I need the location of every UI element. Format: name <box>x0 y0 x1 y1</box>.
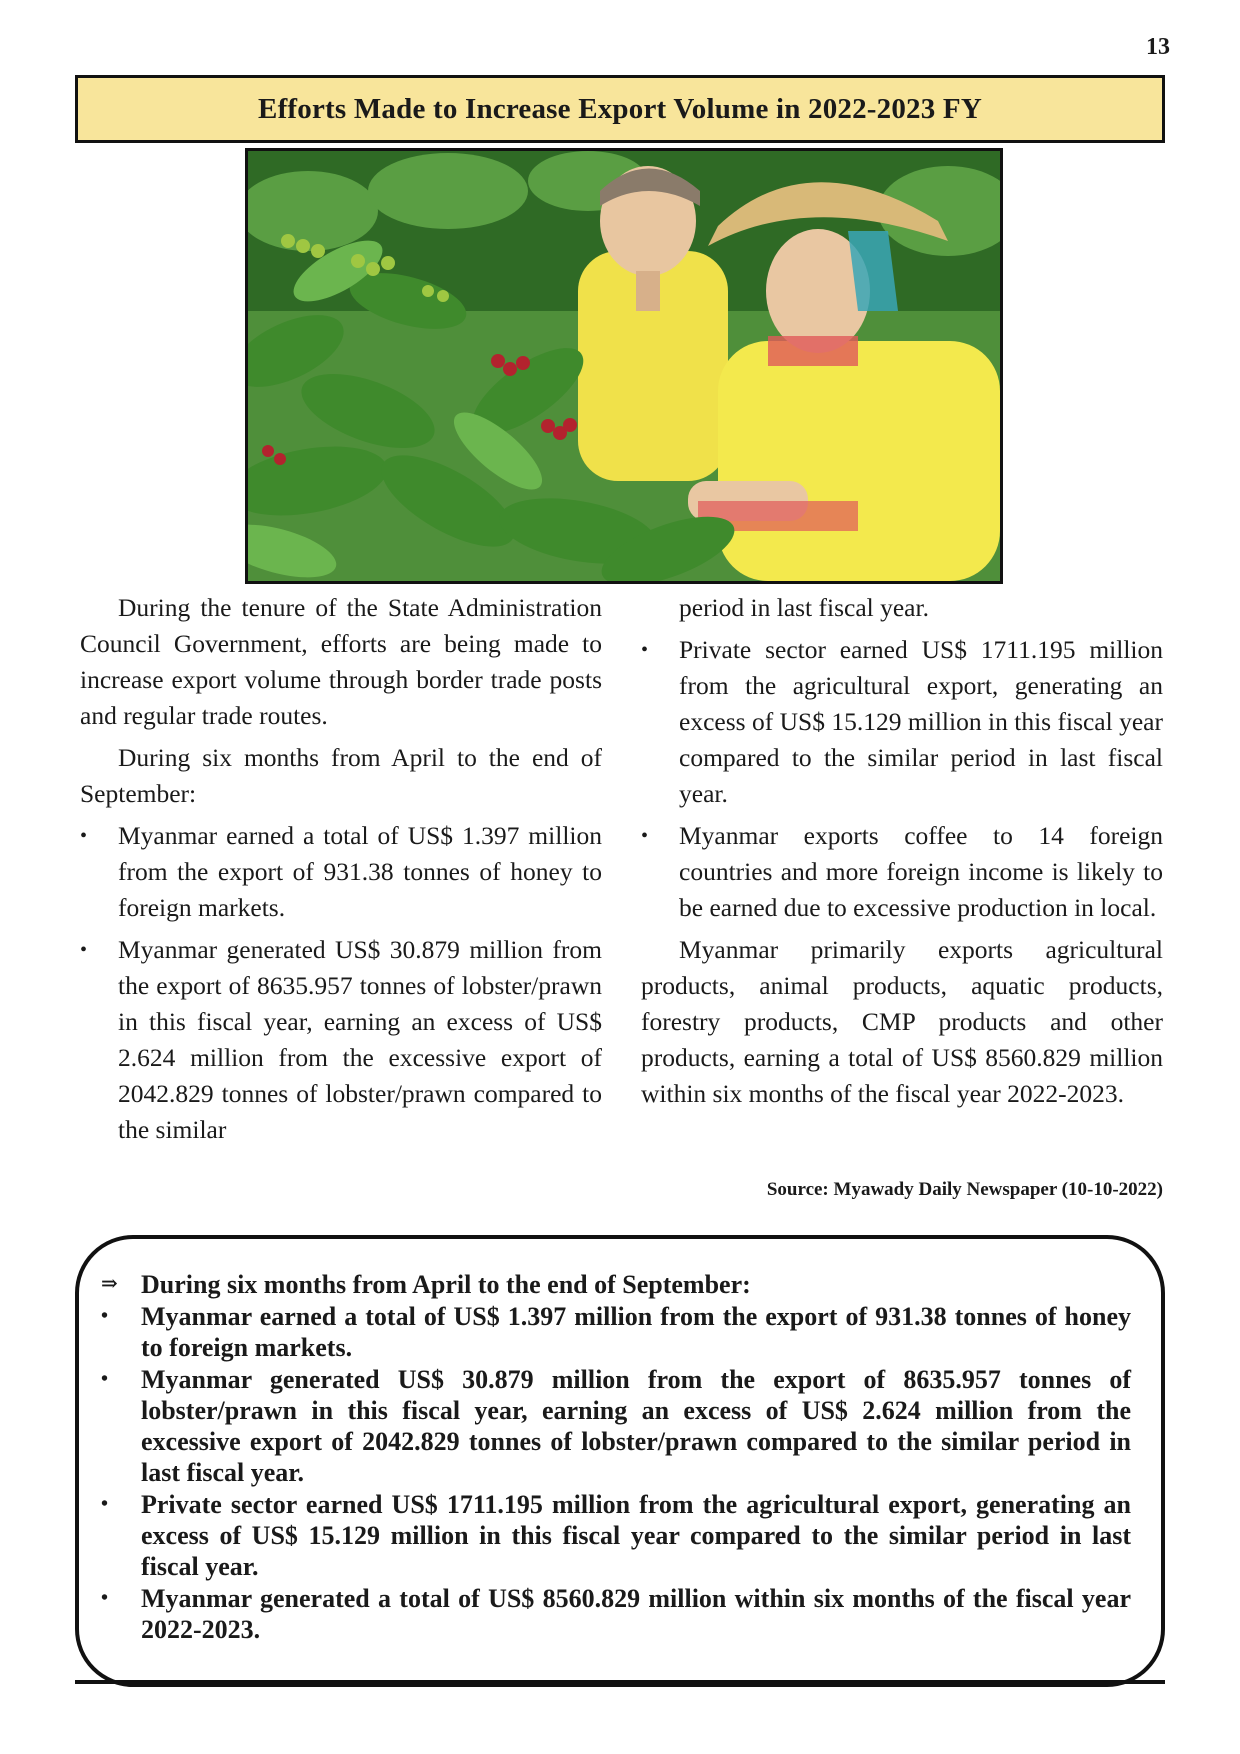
page-title: Efforts Made to Increase Export Volume in 2022-2023 FY <box>75 75 1165 143</box>
list-item <box>101 1301 1131 1363</box>
list-item-text: Myanmar exports coffee to 14 foreign countries and more foreign income is likely to be earned due to excessive production in local. <box>679 821 1163 922</box>
intro-paragraph: During the tenure of the State Administration Council Government, efforts are being made to increase export volume through border trade posts and regular trade routes. <box>80 593 602 730</box>
list-item-text: Myanmar earned a total of US$ 1.397 million from the export of 931.38 tonnes of honey to foreign markets. <box>141 1302 1131 1362</box>
bullet-icon: • <box>641 639 649 661</box>
list-item-text: Private sector earned US$ 1711.195 million from the agricultural export, generating an excess of US$ 15.129 million in this fiscal year compared to the similar period in last fiscal year. <box>141 1490 1131 1581</box>
list-item-text: Myanmar earned a total of US$ 1.397 million from the export of 931.38 tonnes of honey to foreign markets. <box>118 821 602 922</box>
arrow-icon: ⇒ <box>101 1273 118 1295</box>
page-number: 13 <box>1146 34 1170 60</box>
coffee-harvest-photo <box>245 148 1003 584</box>
bullet-icon: • <box>80 825 88 847</box>
right-bullet-list <box>641 632 1163 926</box>
bullet-icon: • <box>641 825 649 847</box>
right-column <box>641 590 1163 1118</box>
bullet-icon: • <box>80 939 88 961</box>
list-item-text: Myanmar generated a total of US$ 8560.829 million within six months of the fiscal year 2022-2023. <box>141 1584 1131 1644</box>
list-item <box>101 1489 1131 1582</box>
list-item <box>641 632 1163 812</box>
left-column <box>80 590 602 1154</box>
bottom-divider <box>75 1680 1165 1684</box>
list-item-text: Myanmar generated US$ 30.879 million from the export of 8635.957 tonnes of lobster/prawn in this fiscal year, earning an excess of US$ 2.624 million from the excessive export of 2042.829 tonnes of lobster/prawn compared to the similar period in last fiscal year. <box>141 1365 1131 1487</box>
list-item <box>80 932 602 1148</box>
bullet-icon: • <box>101 1368 109 1390</box>
left-bullet-list <box>80 818 602 1148</box>
continued-text: period in last fiscal year. <box>679 593 929 622</box>
bullet-icon: • <box>101 1493 109 1515</box>
list-item <box>101 1583 1131 1645</box>
list-item-text: Private sector earned US$ 1711.195 million from the agricultural export, generating an excess of US$ 15.129 million in this fiscal year compared to the similar period in last fiscal year. <box>679 635 1163 808</box>
list-item-text: Myanmar generated US$ 30.879 million from the export of 8635.957 tonnes of lobster/prawn in this fiscal year, earning an excess of US$ 2.624 million from the excessive export of 2042.829 tonnes of lobster/prawn compared to the similar <box>118 935 602 1144</box>
summary-lead <box>101 1269 1131 1300</box>
coffee-harvest-illustration <box>248 151 1000 581</box>
lead-paragraph: During six months from April to the end of September: <box>80 743 602 808</box>
summary-lead-text: During six months from April to the end of September: <box>141 1270 751 1299</box>
source-citation: Source: Myawady Daily Newspaper (10-10-2022) <box>766 1179 1163 1200</box>
list-item <box>101 1364 1131 1488</box>
bullet-icon: • <box>101 1587 109 1609</box>
list-item <box>641 818 1163 926</box>
list-item <box>80 818 602 926</box>
bullet-icon: • <box>101 1305 109 1327</box>
closing-paragraph: Myanmar primarily exports agricultural products, animal products, aquatic products, forestry products, CMP products and other products, earning a total of US$ 8560.829 million within six months of the fiscal year 2022-2023. <box>641 935 1163 1108</box>
summary-box <box>75 1235 1165 1687</box>
